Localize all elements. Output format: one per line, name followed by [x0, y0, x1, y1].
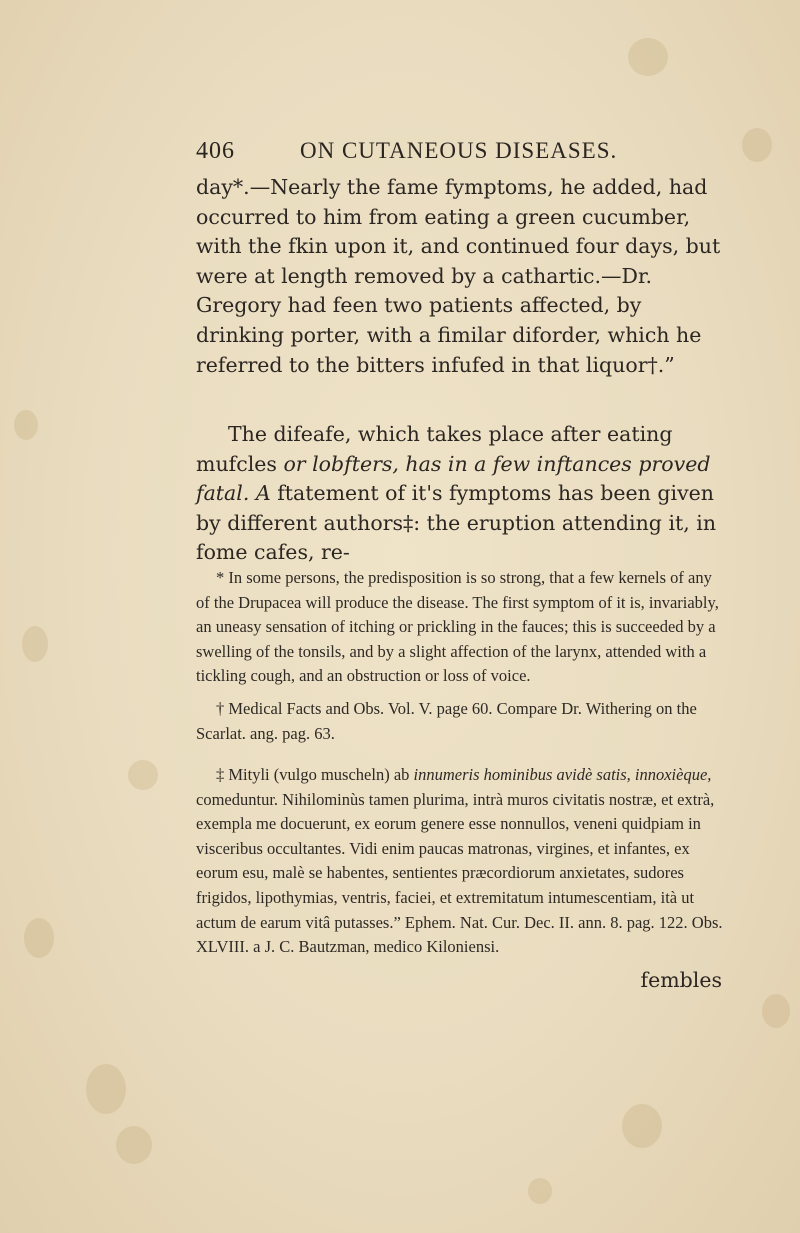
footnote-2	[196, 697, 726, 746]
catchword: fembles	[640, 968, 722, 992]
foxing-stain	[14, 410, 38, 440]
footnote-text: † Medical Facts and Obs. Vol. V. page 60. Compare Dr. Withering on the Scarlat. ang. pag. 63.	[196, 699, 697, 743]
foxing-stain	[762, 994, 790, 1028]
footnote-3	[196, 763, 726, 960]
running-title: ON CUTANEOUS DISEASES.	[300, 138, 618, 163]
foxing-stain	[24, 918, 54, 958]
foxing-stain	[86, 1064, 126, 1114]
paragraph-text: day*.—Nearly the fame fymptoms, he added, had occurred to him from eating a green cucumber, with the fkin upon it, and continued four days, but were at length removed by a cathartic.—Dr. Gregory had feen two patients affected, by drinking porter, with a fimilar diforder, which he referred to the bitters infufed in that liquor†.”	[196, 175, 721, 377]
footnote-italic-segment: innumeris hominibus avidè satis, innoxièque,	[413, 765, 712, 784]
foxing-stain	[22, 626, 48, 662]
body-paragraph-2	[196, 420, 724, 568]
footnote-segment: comeduntur. Nihilominùs tamen plurima, intrà muros civitatis nostræ, et extrà, exempla me docuerunt, ex eorum genere esse nonnullos, veneni quidpiam in visceribus occultantes. Vidi enim paucas matronas, virgines, et infantes, ex eorum esu, malè se habentes, sentientes præcordiorum anxietates, sudores frigidos, lipothymias, ventris, faciei, et extremitatum intumescentiam, ità ut actum de earum vitâ putasses.” Ephem. Nat. Cur. Dec. II. ann. 8. pag. 122. Obs. XLVIII. a J. C. Bautzman, medico Kiloniensi.	[196, 789, 723, 957]
paragraph-segment: ftatement of it's fymptoms has been given by different authors‡: the eruption attending it, in fome cafes, re-	[196, 481, 717, 565]
foxing-stain	[622, 1104, 662, 1148]
paragraph-italic-segment: or lobfters, has in a few inftances proved fatal. A	[196, 451, 711, 506]
foxing-stain	[116, 1126, 152, 1164]
page-header	[196, 134, 716, 174]
paragraph-text	[196, 420, 724, 568]
footnote-segment: ‡ Mityli (vulgo muscheln) ab	[216, 765, 414, 784]
footnote-text: * In some persons, the predisposition is so strong, that a few kernels of any of the Drupacea will produce the disease. The first symptom of it is, invariably, an uneasy sensation of itching or prickling in the fauces; this is succeeded by a swelling of the tonsils, and by a slight affection of the larynx, attended with a tickling cough, and an obstruction or loss of voice.	[196, 568, 719, 686]
foxing-stain	[742, 128, 772, 162]
paragraph-segment: The difeafe, which takes place after eating mufcles	[196, 422, 673, 476]
foxing-stain	[528, 1178, 552, 1204]
foxing-stain	[128, 760, 158, 790]
foxing-stain	[628, 38, 668, 76]
body-paragraph-1	[196, 173, 724, 380]
footnote-1	[196, 566, 726, 689]
footnote-text	[196, 763, 726, 960]
page-number: 406	[196, 138, 235, 164]
